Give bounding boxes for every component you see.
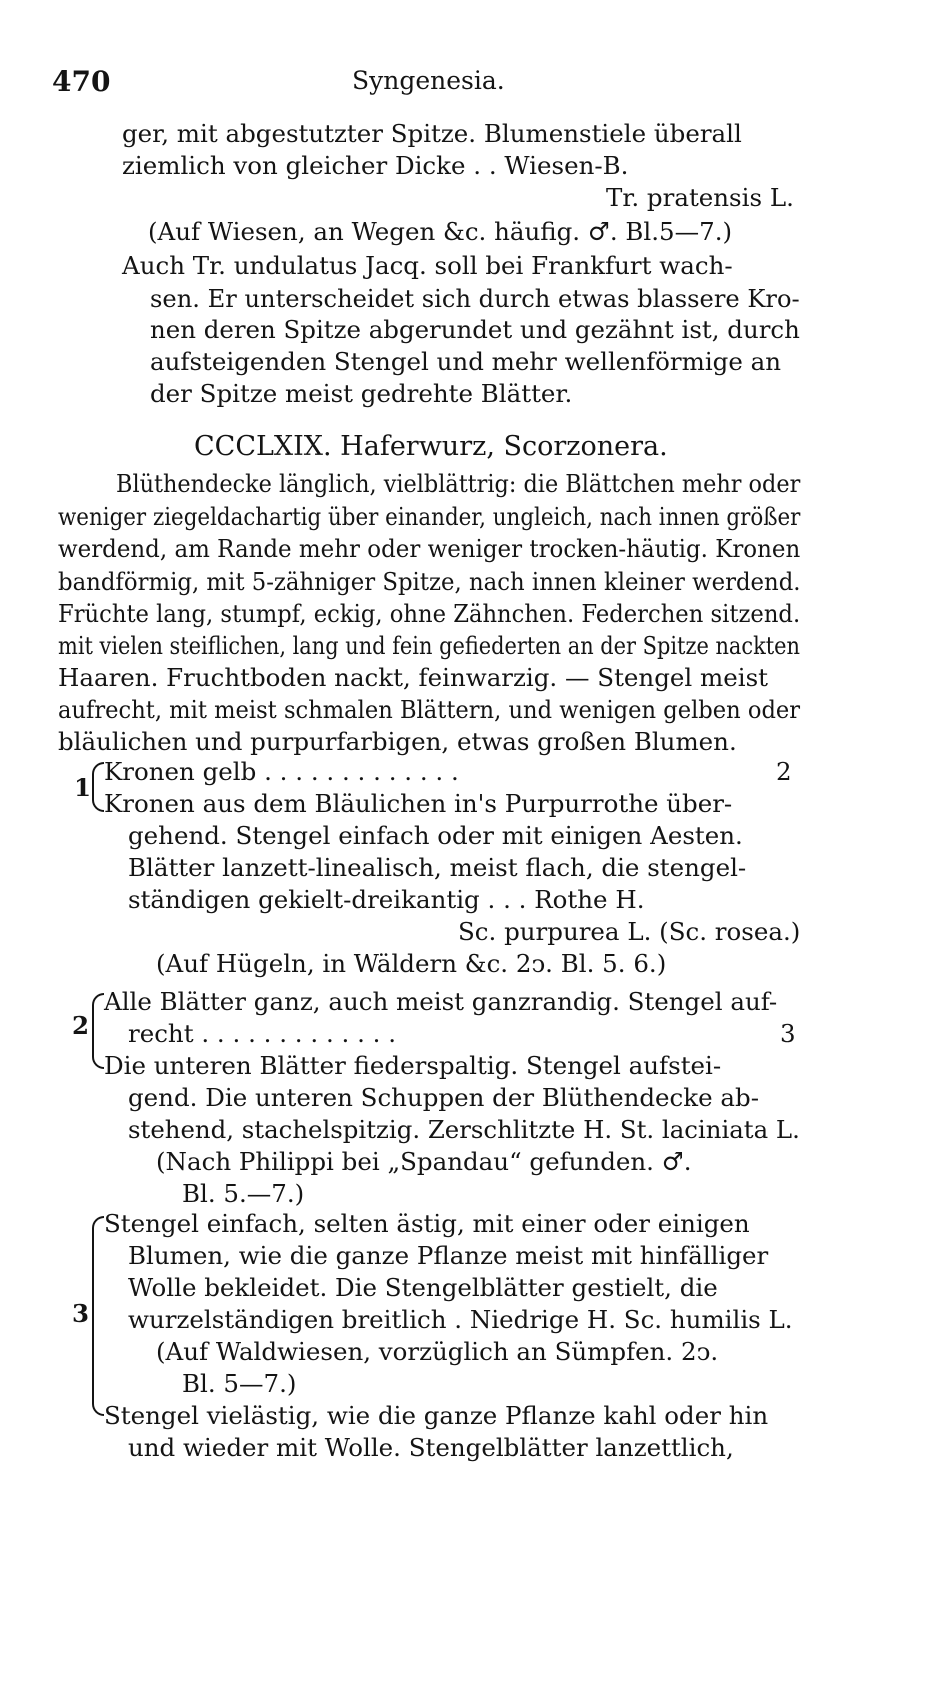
key-lead: Die unteren Blätter fiederspaltig. Stengel aufstei- <box>104 1051 722 1080</box>
text-line: Auch Tr. undulatus Jacq. soll bei Frankfurt wach- <box>122 251 733 280</box>
genus-heading: CCCLXIX. Haferwurz, Scorzonera. <box>194 431 668 462</box>
text-line: recht . . . . . . . . . . . . . <box>128 1019 397 1048</box>
key-reference: 2 <box>776 757 792 786</box>
habitat-note: (Auf Hügeln, in Wäldern &c. 2ↄ. Bl. 5. 6.) <box>156 949 667 978</box>
key-reference: 3 <box>780 1019 796 1048</box>
key-lead: Stengel vielästig, wie die ganze Pflanze kahl oder hin <box>104 1401 769 1430</box>
text-line: Blüthendecke länglich, vielblättrig: die Blättchen mehr oder <box>116 469 801 498</box>
page-number: 470 <box>52 65 111 98</box>
text-line: Wolle bekleidet. Die Stengelblätter gestielt, die <box>128 1273 718 1302</box>
text-line: und wieder mit Wolle. Stengelblätter lanzettlich, <box>128 1433 734 1462</box>
key-number-3: 3 <box>72 1299 90 1328</box>
text-line: aufsteigenden Stengel und mehr wellenförmige an <box>150 347 782 376</box>
text-line: ziemlich von gleicher Dicke . . Wiesen-B. <box>122 151 629 180</box>
text-line: gend. Die unteren Schuppen der Blüthendecke ab- <box>128 1083 759 1112</box>
key-lead: Alle Blätter ganz, auch meist ganzrandig. Stengel auf- <box>104 987 778 1016</box>
key-lead: Kronen aus dem Bläulichen in's Purpurrothe über- <box>104 789 733 818</box>
habitat-note: (Auf Wiesen, an Wegen &c. häufig. ♂. Bl.5—7.) <box>148 217 733 246</box>
text-line: Haaren. Fruchtboden nackt, feinwarzig. — Stengel meist <box>58 663 768 692</box>
text-line: gehend. Stengel einfach oder mit einigen Aesten. <box>128 821 743 850</box>
text-line: aufrecht, mit meist schmalen Blättern, und wenigen gelben oder <box>58 695 801 724</box>
text-line: ger, mit abgestutzter Spitze. Blumenstiele überall <box>122 119 742 148</box>
species-name: Sc. purpurea L. (Sc. rosea.) <box>458 917 801 946</box>
habitat-note: (Auf Waldwiesen, vorzüglich an Sümpfen. 2ↄ. <box>156 1337 719 1366</box>
text-line: weniger ziegeldachartig über einander, ungleich, nach innen größer <box>58 502 801 531</box>
text-line: stehend, stachelspitzig. Zerschlitzte H. St. laciniata L. <box>128 1115 800 1144</box>
text-line: Blumen, wie die ganze Pflanze meist mit hinfälliger <box>128 1241 769 1270</box>
key-brace-2 <box>92 993 104 1069</box>
text-line: bläulichen und purpurfarbigen, etwas großen Blumen. <box>58 727 737 756</box>
text-line: mit vielen steiflichen, lang und fein gefiederten an der Spitze nackten <box>58 631 800 660</box>
text-line: der Spitze meist gedrehte Blätter. <box>150 379 573 408</box>
habitat-note: Bl. 5.—7.) <box>182 1179 305 1208</box>
text-line: sen. Er unterscheidet sich durch etwas blassere Kro- <box>150 284 800 313</box>
key-lead: Kronen gelb . . . . . . . . . . . . . <box>104 757 459 786</box>
key-number-2: 2 <box>72 1011 90 1040</box>
habitat-note: (Nach Philippi bei „Spandau“ gefunden. ♂. <box>156 1147 692 1176</box>
key-brace-1 <box>92 762 104 812</box>
key-number-1: 1 <box>74 773 92 802</box>
text-line: bandförmig, mit 5-zähniger Spitze, nach innen kleiner werdend. <box>58 567 801 596</box>
text-line: Früchte lang, stumpf, eckig, ohne Zähnchen. Federchen sitzend. <box>58 599 801 628</box>
text-line: Blätter lanzett-linealisch, meist flach, die stengel- <box>128 853 747 882</box>
key-brace-3 <box>92 1216 104 1416</box>
text-line: wurzelständigen breitlich . Niedrige H. Sc. humilis L. <box>128 1305 793 1334</box>
text-line: werdend, am Rande mehr oder weniger trocken-häutig. Kronen <box>58 534 801 563</box>
text-line: ständigen gekielt-dreikantig . . . Rothe H. <box>128 885 645 914</box>
habitat-note: Bl. 5—7.) <box>182 1369 297 1398</box>
text-line: nen deren Spitze abgerundet und gezähnt ist, durch <box>150 315 800 344</box>
running-title: Syngenesia. <box>352 66 505 95</box>
species-name: Tr. pratensis L. <box>606 183 794 212</box>
key-lead: Stengel einfach, selten ästig, mit einer oder einigen <box>104 1209 750 1238</box>
